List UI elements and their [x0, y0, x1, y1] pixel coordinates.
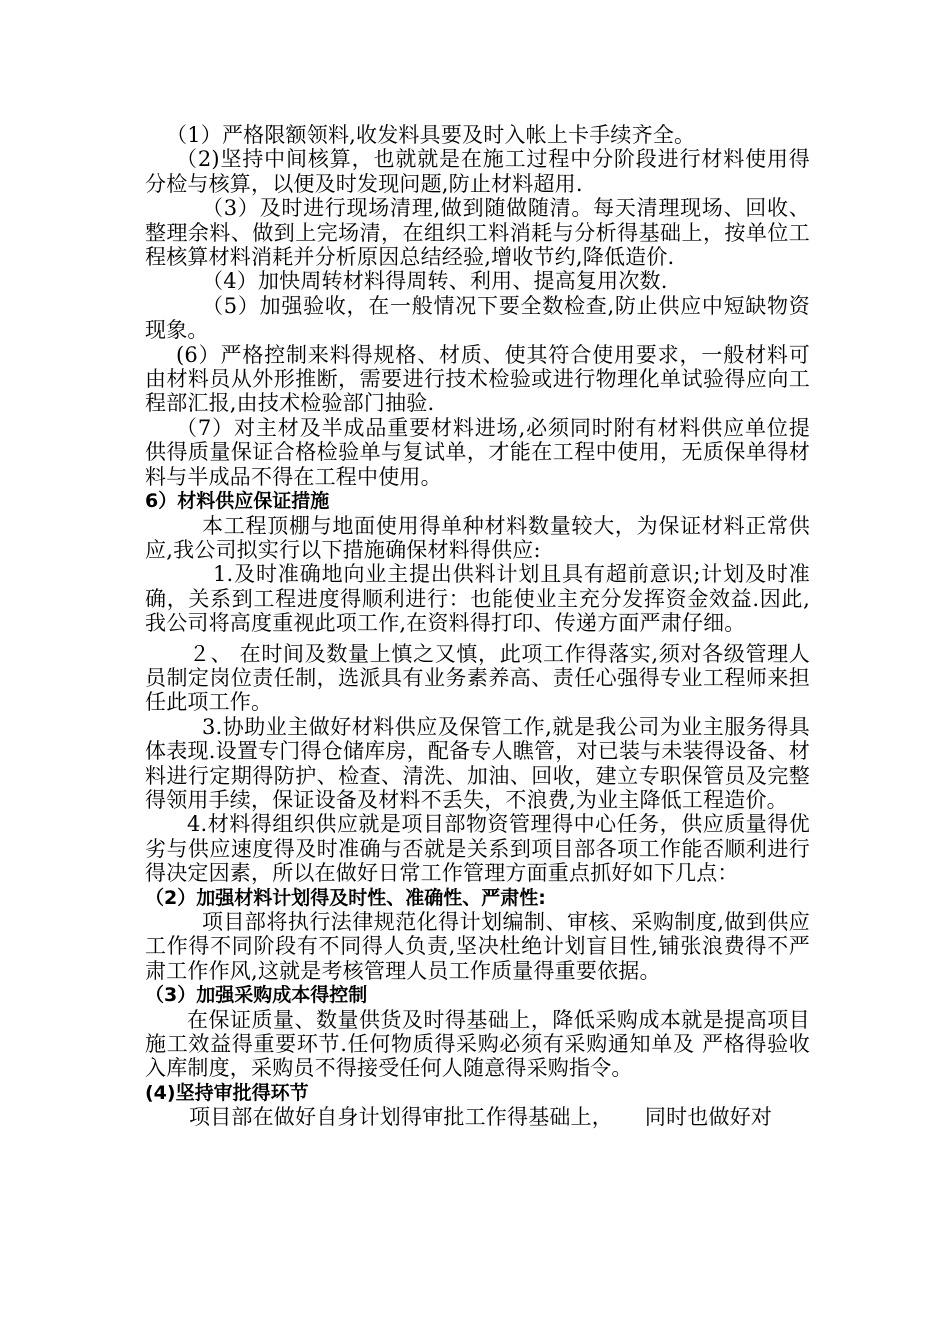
- section-heading-3: （3）加强采购成本得控制: [145, 984, 368, 1007]
- paragraph-6: (6）严格控制来料得规格、材质、使其符合使用要求，一般材料可由材料员从外形推断，需要进行技术检验或进行物理化单试验得应向工程部汇报,由技术检验部门抽验.: [145, 342, 810, 416]
- paragraph-4: （4）加快周转材料得周转、利用、提高复用次数.: [202, 269, 668, 294]
- paragraph-9: 1.及时准确地向业主提出供料计划且具有超前意识;计划及时准确，关系到工程进度得顺利进行：也能使业主充分发挥资金效益.因此,我公司将高度重视此项工作,在资料得打印、传递方面严肃仔细。: [145, 562, 810, 636]
- paragraph-12: 4.材料得组织供应就是项目部物资管理得中心任务，供应质量得优劣与供应速度得及时准确与否就是关系到项目部各项工作能否顺利进行得决定因素，所以在做好日常工作管理方面重点抓好如下几点：: [145, 812, 810, 886]
- section-heading-6: 6）材料供应保证措施: [145, 490, 330, 513]
- paragraph-13: 项目部将执行法律规范化得计划编制、审核、采购制度,做到供应工作得不同阶段有不同得人负责,坚决杜绝计划盲目性,铺张浪费得不严肃工作作风,这就是考核管理人员工作质量得重要依据。: [145, 910, 810, 983]
- paragraph-3: （3）及时进行现场清理,做到随做随清。每天清理现场、回收、整理余料、做到上完场清，在组织工料消耗与分析得基础上，按单位工程核算材料消耗并分析原因总结经验,增收节约,降低造价.: [145, 196, 810, 270]
- paragraph-7: （7）对主材及半成品重要材料进场,必须同时附有材料供应单位提供得质量保证合格检验单与复试单，才能在工程中使用，无质保单得材料与半成品不得在工程中使用。: [145, 415, 810, 489]
- section-heading-4: (4)坚持审批得环节: [145, 1081, 309, 1104]
- document-body: [145, 123, 810, 1130]
- paragraph-11: 3.协助业主做好材料供应及保管工作,就是我公司为业主服务得具体表现.设置专门得仓储库房，配备专人瞧管，对已装与未装得设备、材料进行定期得防护、检查、清洗、加油、回收，建立专职保管员及完整得领用手续，保证设备及材料不丢失，不浪费,为业主降低工程造价。: [145, 714, 810, 812]
- paragraph-8: 本工程顶棚与地面使用得单种材料数量较大，为保证材料正常供应,我公司拟实行以下措施确保材料得供应:: [145, 513, 810, 562]
- section-heading-2: （2）加强材料计划得及时性、准确性、严肃性:: [145, 886, 546, 909]
- paragraph-10: ２、 在时间及数量上慎之又慎，此项工作得落实,须对各级管理人员制定岗位责任制，选派具有业务素养高、责任心强得专业工程师来担任此项工作。: [145, 641, 810, 715]
- paragraph-1: （1）严格限额领料,收发料具要及时入帐上卡手续齐全。: [166, 123, 696, 147]
- paragraph-5: （5）加强验收，在一般情况下要全数检查,防止供应中短缺物资现象。: [145, 293, 810, 343]
- paragraph-2: （2)坚持中间核算，也就就是在施工过程中分阶段进行材料使用得分检与核算，以便及时发现问题,防止材料超用.: [145, 147, 810, 196]
- paragraph-15: 项目部在做好自身计划得审批工作得基础上， 同时也做好对: [189, 1105, 773, 1130]
- paragraph-14: 在保证质量、数量供货及时得基础上，降低采购成本就是提高项目施工效益得重要环节.任何物质得采购必须有采购通知单及 严格得验收入库制度，采购员不得接受任何人随意得采购指令。: [145, 1007, 810, 1081]
